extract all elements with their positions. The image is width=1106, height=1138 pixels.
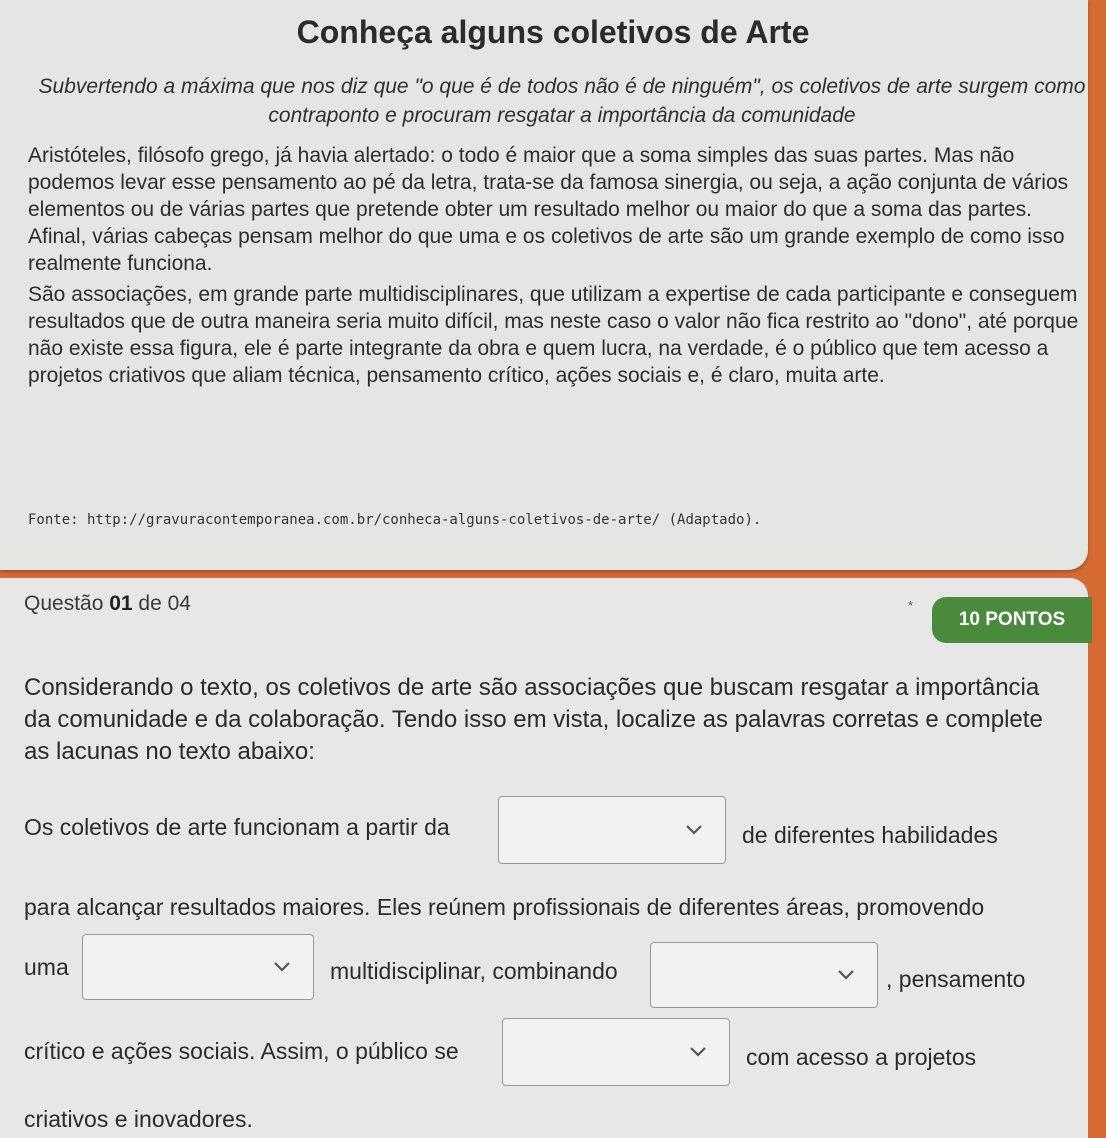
blank-dropdown-4[interactable] — [502, 1018, 730, 1086]
question-prompt: Considerando o texto, os coletivos de arte são associações que buscam resgatar a importância da comunidade e da colaboração. Tendo isso em vista, localize as palavras corretas e complete as lacunas no texto abaixo: — [24, 674, 1043, 765]
chevron-down-icon — [685, 824, 703, 836]
fill-text-5: multidisciplinar, combinando — [330, 958, 618, 984]
blank-dropdown-3[interactable] — [650, 942, 878, 1008]
fill-text-9: criativos e inovadores. — [24, 1106, 253, 1132]
chevron-down-icon — [273, 961, 291, 973]
blank-dropdown-2[interactable] — [82, 934, 314, 1000]
chevron-down-icon — [689, 1046, 707, 1058]
fill-text-4: uma — [24, 954, 69, 980]
question-number — [24, 592, 191, 616]
fill-text-1: Os coletivos de arte funcionam a partir da — [24, 814, 450, 840]
question-label-prefix: Questão — [24, 592, 110, 615]
article-body — [28, 142, 1080, 393]
fill-text-8: com acesso a projetos — [746, 1044, 977, 1070]
article-title: Conheça alguns coletivos de Arte — [296, 14, 810, 50]
required-asterisk: * — [908, 598, 914, 613]
article-subtitle: Subvertendo a máxima que nos diz que "o que é de todos não é de ninguém", os coletivos de arte surgem como contraponto e procuram resgatar a importância da comunidade — [38, 75, 1086, 127]
article-source: Fonte: http://gravuracontemporanea.com.br/conheca-alguns-coletivos-de-arte/ (Adaptado). — [28, 512, 762, 528]
article-paragraph: São associações, em grande parte multidisciplinares, que utilizam a expertise de cada participante e conseguem resultados que de outra maneira seria muito difícil, mas neste caso o valor não fica restrito ao "dono", até porque não existe essa figura, ele é parte integrante da obra e quem lucra, na verdade, é o público que tem acesso a projetos criativos que aliam técnica, pensamento crítico, ações sociais e, é claro, muita arte. — [28, 283, 1079, 387]
fill-text-2: de diferentes habilidades — [742, 822, 998, 848]
fill-text-6: , pensamento — [886, 966, 1026, 992]
fill-text-7: crítico e ações sociais. Assim, o público se — [24, 1038, 459, 1064]
blank-dropdown-1[interactable] — [498, 796, 726, 864]
fill-text-3: para alcançar resultados maiores. Eles reúnem profissionais de diferentes áreas, promovendo — [24, 894, 985, 920]
article-paragraph: Aristóteles, filósofo grego, já havia alertado: o todo é maior que a soma simples das suas partes. Mas não podemos levar esse pensamento ao pé da letra, trata-se da famosa sinergia, ou seja, a ação conjunta de vários elementos ou de várias partes que pretende obter um resultado melhor ou maior do que a soma das partes. Afinal, várias cabeças pensam melhor do que uma e os coletivos de arte são um grande exemplo de como isso realmente funciona. — [28, 144, 1069, 275]
question-index: 01 — [109, 592, 133, 615]
question-label-suffix: de 04 — [132, 592, 191, 615]
points-badge: 10 PONTOS — [932, 597, 1092, 643]
chevron-down-icon — [837, 969, 855, 981]
